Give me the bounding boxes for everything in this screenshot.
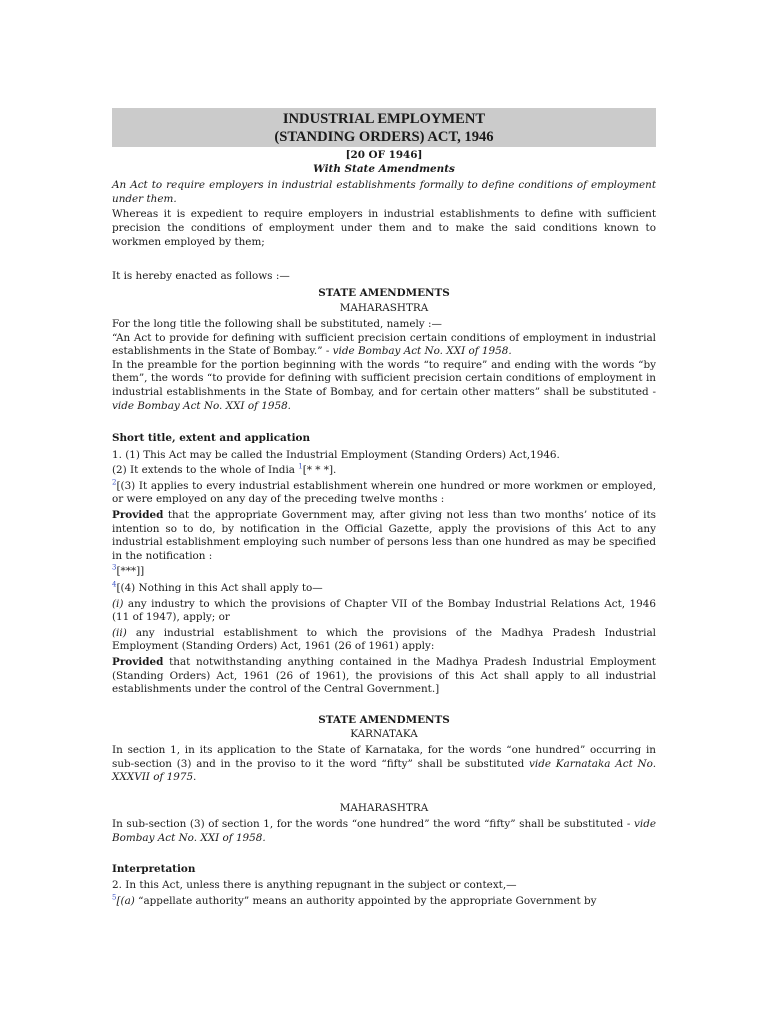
state-amendments-heading-1: STATE AMENDMENTS <box>318 286 450 299</box>
state-maharashtra-1: MAHARASHTRA <box>339 302 429 315</box>
preamble: Whereas it is expedient to require employers in industrial establishments to define with sufficient precision the conditions of employment under them and to make the said conditions known to workmen employed by them; <box>112 208 656 248</box>
footnote-link-3[interactable]: 3 <box>112 563 117 572</box>
footnote-link-5[interactable]: 5 <box>112 893 117 902</box>
title-line-1: INDUSTRIAL EMPLOYMENT <box>282 111 486 127</box>
section-2-intro: 2. In this Act, unless there is anything repugnant in the subject or context,— <box>112 879 517 892</box>
state-amendments-heading-2: STATE AMENDMENTS <box>318 713 450 726</box>
section-1-sub-3: $^2$[(3) It applies to every industrial establishment wherein one hundred or more workmen or employed, or were employed on any day of the preceding twelve months : <box>112 478 656 506</box>
footnote-link-2[interactable]: 2 <box>112 478 117 487</box>
section-1-sub-1: 1. (1) This Act may be called the Industrial Employment (Standing Orders) Act,1946. <box>112 448 560 461</box>
section-1-sub-2: (2) It extends to the whole of India $^1$[* * *]. <box>112 462 337 477</box>
footnote-link-1[interactable]: 1 <box>298 462 303 471</box>
footnote-link-4[interactable]: 4 <box>112 580 117 589</box>
section-1-sub-4-ii: (ii) any industrial establishment to which the provisions of the Madhya Pradesh Industrial Employment (Standing Orders) Act, 1961 (26 of 1961) apply: <box>112 626 656 653</box>
section-1-proviso-2: Provided that notwithstanding anything contained in the Madhya Pradesh Industrial Employment (Standing Orders) Act, 1961 (26 of 1961), the provisions of this Act shall apply to all industrial establishments under the control of the Central Government.] <box>112 656 656 696</box>
long-title: An Act to require employers in industrial establishments formally to define conditions of employment under them. <box>112 179 656 205</box>
document-page <box>112 108 656 908</box>
section-1-sub-4: $^4$[(4) Nothing in this Act shall apply to— <box>112 580 323 595</box>
enacted-clause: It is hereby enacted as follows :— <box>112 270 290 283</box>
karnataka-amendment: In section 1, in its application to the State of Karnataka, for the words “one hundred” occurring in sub-section (3) and in the proviso to it the word “fifty” shall be substituted vide Karnataka Act No. XXXVII of 1975. <box>112 743 656 784</box>
with-amendments: With State Amendments <box>313 162 455 175</box>
section-1-proviso: Provided that the appropriate Government may, after giving not less than two months’ notice of its intention so to do, by notification in the Official Gazette, apply the provisions of this Act to any industrial establishment employing such number of persons less than one hundred as may be specified in the notification : <box>112 509 656 562</box>
act-number: [20 OF 1946] <box>345 149 423 161</box>
maharashtra-amendment: In sub-section (3) of section 1, for the words “one hundred” the word “fifty” shall be substituted - vide Bombay Act No. XXI of 1958. <box>112 818 656 844</box>
title-line-2: (STANDING ORDERS) ACT, 1946 <box>274 129 494 145</box>
section-1-heading: Short title, extent and application <box>112 432 311 445</box>
amend-1-para-3: In the preamble for the portion beginning with the words “to require” and ending with the words “by them”, the words “to provide for defining with sufficient precision certain conditions of employment in industrial establishments in the State of Bombay, and for certain other matters” shall be substituted - vide Bombay Act No. XXI of 1958. <box>112 358 656 412</box>
amend-1-para-1: For the long title the following shall be substituted, namely :— <box>112 317 442 330</box>
state-maharashtra-2: MAHARASHTRA <box>339 801 429 814</box>
section-1-omitted: $^3$[***]] <box>112 563 145 578</box>
state-karnataka: KARNATAKA <box>350 728 418 741</box>
amend-1-para-2: “An Act to provide for defining with sufficient precision certain conditions of employment in industrial establishments in the State of Bombay.” - vide Bombay Act No. XXI of 1958. <box>112 331 656 358</box>
section-2-heading: Interpretation <box>112 862 196 875</box>
title-banner <box>112 108 656 147</box>
section-1-sub-4-i: (i) any industry to which the provisions of Chapter VII of the Bombay Industrial Relations Act, 1946 (11 of 1947), apply; or <box>112 597 656 624</box>
section-2-clause-a: $^5$[(a) “appellate authority” means an authority appointed by the appropriate Government by <box>112 893 597 907</box>
